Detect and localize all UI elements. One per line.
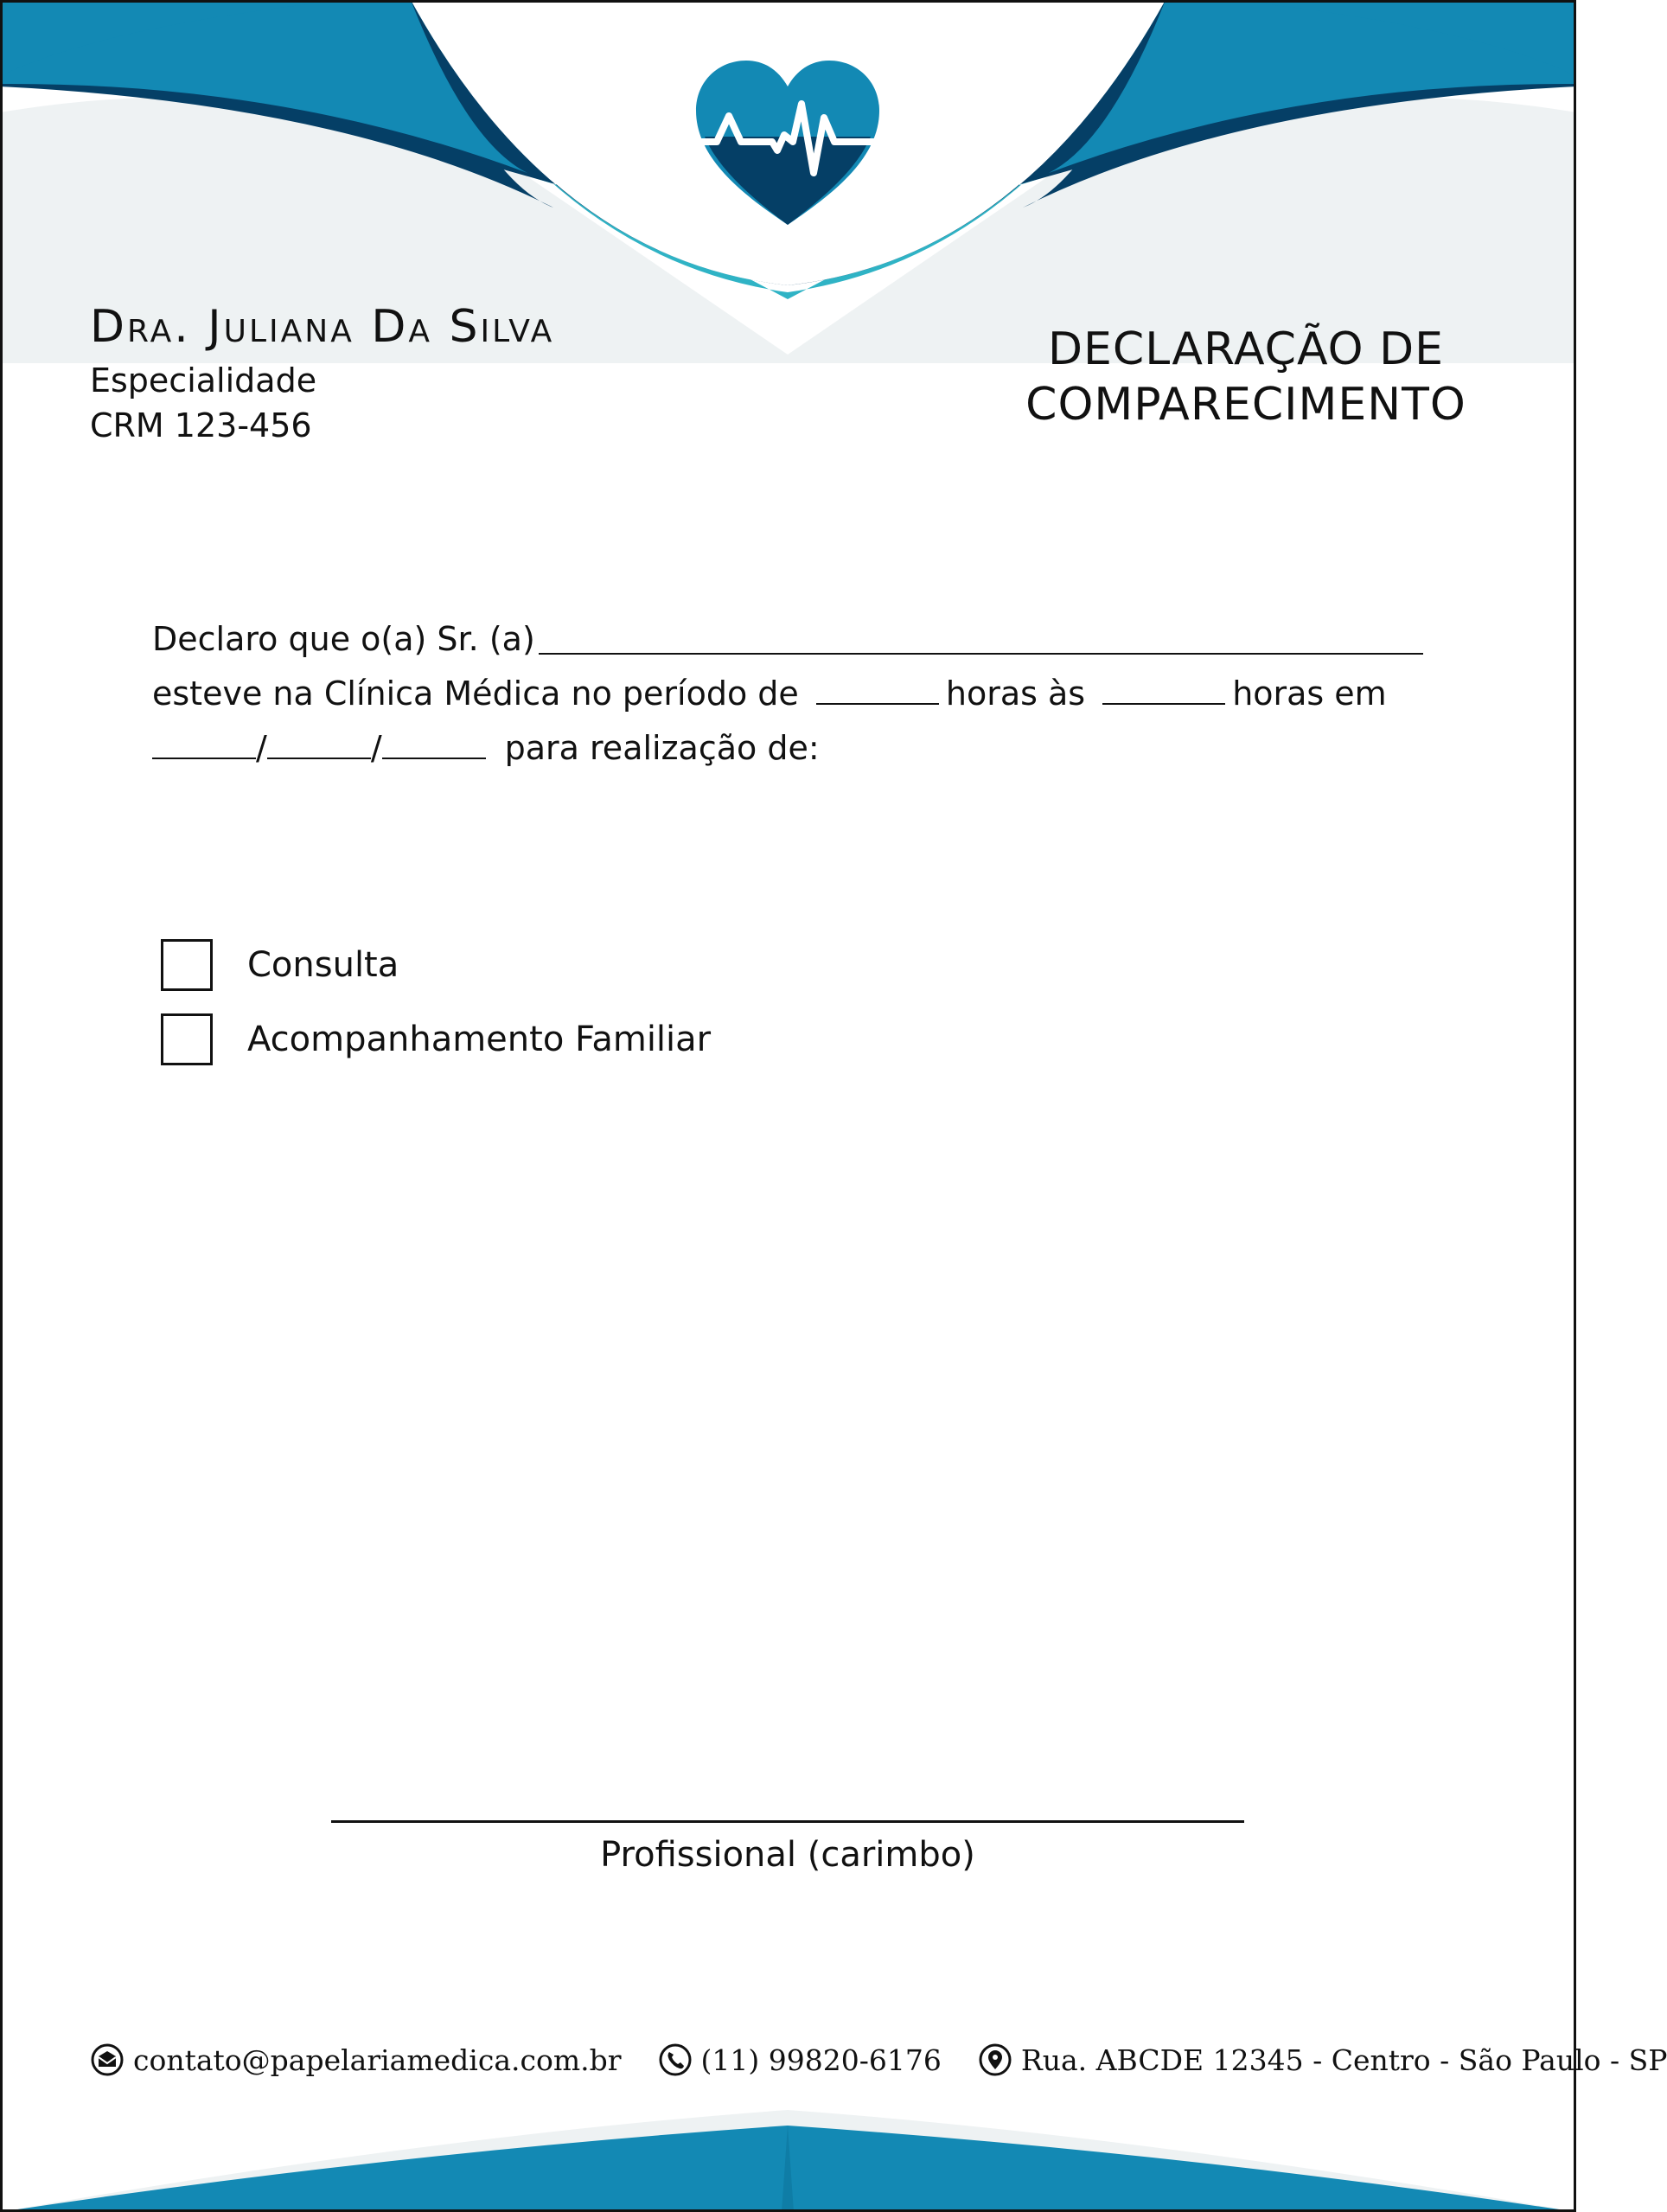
footer-phone[interactable] <box>658 2043 942 2077</box>
end-hour-field[interactable] <box>1102 668 1225 705</box>
footer-email[interactable] <box>90 2043 622 2077</box>
date-year-field[interactable] <box>382 723 486 759</box>
footer-email-text: contato@papelariamedica.com.br <box>133 2043 622 2077</box>
signature-label: Profissional (carimbo) <box>600 1835 975 1875</box>
declaration-text <box>152 612 1423 776</box>
option-consulta[interactable] <box>161 936 711 994</box>
heart-pulse-icon <box>693 57 883 227</box>
start-hour-field[interactable] <box>816 668 939 705</box>
document-title: DECLARAÇÃO DE COMPARECIMENTO <box>1025 323 1466 431</box>
signature-line[interactable] <box>331 1820 1244 1823</box>
doctor-name: Dra. Juliana Da Silva <box>90 301 555 353</box>
acompanhamento-checkbox[interactable] <box>161 1013 213 1065</box>
date-day-field[interactable] <box>152 723 256 759</box>
declaration-line-2-end: horas em <box>1232 674 1387 713</box>
visit-type-options <box>161 936 711 1084</box>
patient-name-field[interactable] <box>539 618 1423 655</box>
footer-address <box>978 2043 1667 2077</box>
declaration-line-2-mid: horas às <box>945 674 1086 713</box>
signature-block <box>331 1820 1244 1875</box>
footer-wave-decoration <box>0 2101 1576 2212</box>
doctor-info <box>90 296 554 448</box>
option-label: Consulta <box>247 945 399 985</box>
option-label: Acompanhamento Familiar <box>247 1020 712 1059</box>
declaration-line-2-start: esteve na Clínica Médica no período de <box>152 674 799 713</box>
consulta-checkbox[interactable] <box>161 939 213 991</box>
footer-address-text: Rua. ABCDE 12345 - Centro - São Paulo - SP <box>1020 2043 1667 2077</box>
option-acompanhamento-familiar[interactable] <box>161 1010 711 1069</box>
email-icon <box>90 2043 125 2077</box>
declaration-line-1: Declaro que o(a) Sr. (a) <box>152 620 535 658</box>
contact-footer <box>90 2043 1667 2077</box>
phone-icon <box>658 2043 693 2077</box>
footer-phone-text: (11) 99820-6176 <box>700 2043 942 2077</box>
declaration-line-3-end: para realização de: <box>504 729 820 767</box>
doctor-specialty: Especialidade <box>90 361 317 400</box>
date-separator: / <box>370 729 382 767</box>
date-month-field[interactable] <box>267 723 371 759</box>
date-separator: / <box>256 729 267 767</box>
location-pin-icon <box>978 2043 1012 2077</box>
doctor-crm: CRM 123-456 <box>90 406 312 444</box>
